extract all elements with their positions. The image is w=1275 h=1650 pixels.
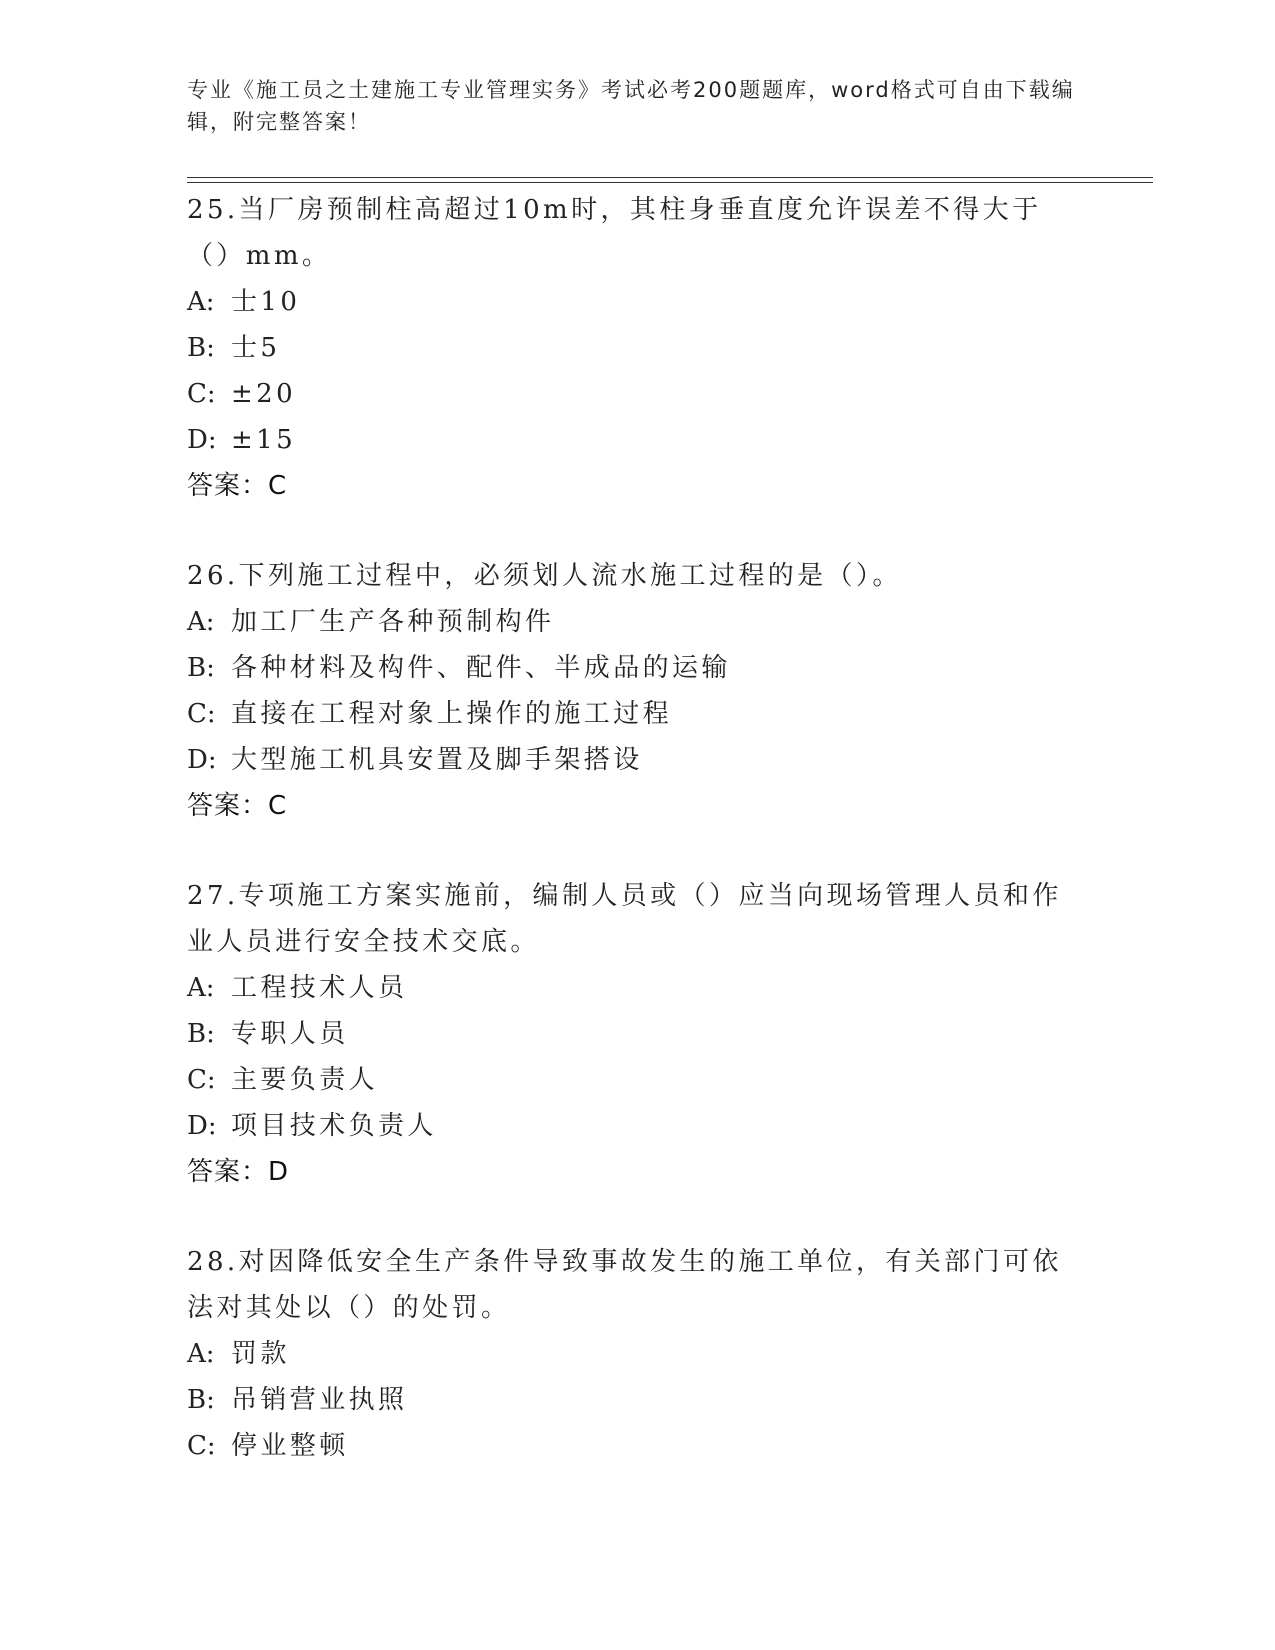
option-a — [187, 965, 1087, 1011]
option-text: ±20 — [231, 379, 297, 409]
option-c — [187, 1057, 1087, 1103]
option-letter: D: — [187, 745, 217, 775]
option-text: 停业整顿 — [231, 1431, 349, 1461]
question-text: 26.下列施工过程中，必须划人流水施工过程的是（）。 — [187, 561, 902, 591]
option-text: 专职人员 — [231, 1019, 349, 1049]
question-text: 28.对因降低安全生产条件导致事故发生的施工单位，有关部门可依法对其处以（）的处罚。 — [187, 1247, 1062, 1323]
option-text: 罚款 — [231, 1339, 290, 1369]
option-letter: B: — [187, 653, 215, 683]
option-a — [187, 279, 1087, 325]
option-letter: B: — [187, 333, 215, 363]
option-text: ±15 — [231, 425, 297, 455]
option-letter: A: — [187, 973, 215, 1003]
option-letter: D: — [187, 425, 217, 455]
document-header: 专业《施工员之土建施工专业管理实务》考试必考200题题库，word格式可自由下载编辑，附完整答案！ — [187, 78, 1075, 134]
question-gap — [187, 829, 1087, 873]
option-text: 士10 — [231, 287, 301, 317]
option-letter: C: — [187, 1431, 216, 1461]
question-25 — [187, 187, 1087, 509]
option-text: 项目技术负责人 — [231, 1111, 437, 1141]
option-text: 直接在工程对象上操作的施工过程 — [231, 699, 673, 729]
option-a — [187, 599, 1087, 645]
option-text: 各种材料及构件、配件、半成品的运输 — [231, 653, 731, 683]
option-text: 加工厂生产各种预制构件 — [231, 607, 555, 637]
answer-line: 答案：C — [187, 791, 288, 821]
option-text: 大型施工机具安置及脚手架搭设 — [231, 745, 643, 775]
option-letter: C: — [187, 379, 216, 409]
option-letter: A: — [187, 1339, 215, 1369]
answer-line: 答案：D — [187, 1157, 290, 1187]
option-c — [187, 371, 1087, 417]
answer-line: 答案：C — [187, 471, 288, 501]
option-letter: A: — [187, 607, 215, 637]
option-letter: B: — [187, 1385, 215, 1415]
question-text: 25.当厂房预制柱高超过10m时，其柱身垂直度允许误差不得大于（）mm。 — [187, 195, 1042, 271]
option-text: 吊销营业执照 — [231, 1385, 408, 1415]
option-letter: A: — [187, 287, 215, 317]
option-b — [187, 325, 1087, 371]
option-letter: C: — [187, 1065, 216, 1095]
option-b — [187, 1011, 1087, 1057]
option-text: 士5 — [231, 333, 281, 363]
option-letter: C: — [187, 699, 216, 729]
question-gap — [187, 509, 1087, 553]
header-rule-bottom — [187, 182, 1153, 183]
option-text: 主要负责人 — [231, 1065, 379, 1095]
option-c — [187, 1423, 1087, 1469]
question-27 — [187, 873, 1087, 1195]
option-letter: D: — [187, 1111, 217, 1141]
option-d — [187, 1103, 1087, 1149]
question-28 — [187, 1239, 1087, 1469]
question-gap — [187, 1195, 1087, 1239]
header-rule-top — [187, 177, 1153, 178]
option-d — [187, 417, 1087, 463]
option-c — [187, 691, 1087, 737]
option-a — [187, 1331, 1087, 1377]
question-26 — [187, 553, 1087, 829]
option-letter: B: — [187, 1019, 215, 1049]
question-list — [187, 187, 1087, 1469]
option-text: 工程技术人员 — [231, 973, 408, 1003]
question-text: 27.专项施工方案实施前，编制人员或（）应当向现场管理人员和作业人员进行安全技术交底。 — [187, 881, 1062, 957]
option-b — [187, 1377, 1087, 1423]
option-b — [187, 645, 1087, 691]
option-d — [187, 737, 1087, 783]
